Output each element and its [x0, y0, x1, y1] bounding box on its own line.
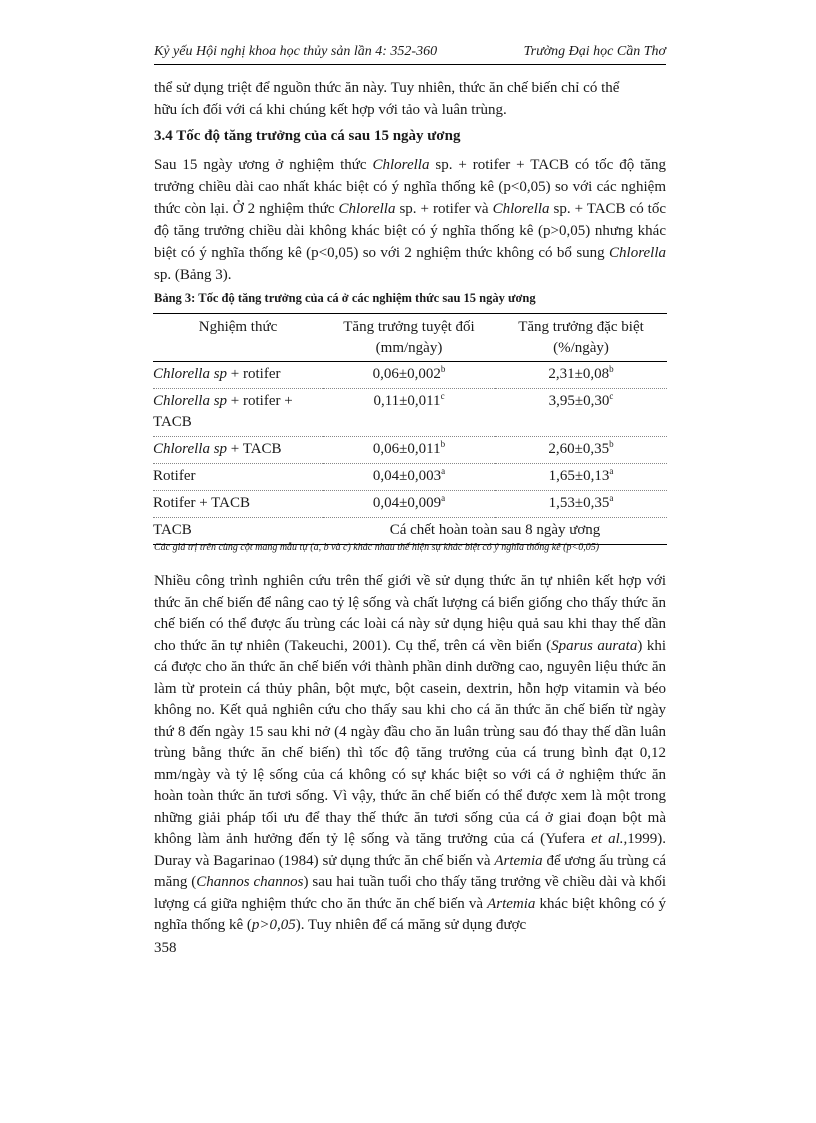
specific-growth-cell: 1,53±0,35$^a$ [495, 491, 667, 518]
table-row [153, 362, 667, 389]
text-run: để ương ấu trùng cá măng ( [154, 852, 666, 890]
growth-table [153, 313, 667, 545]
discussion-paragraph [154, 571, 666, 937]
table-row [153, 518, 667, 545]
page-number: 358 [154, 940, 177, 956]
p-value: p>0,05 [251, 917, 296, 933]
species-name: Chlorella [492, 201, 550, 217]
absolute-growth-cell: 0,06±0,011$^b$ [323, 437, 495, 464]
absolute-growth-cell: 0,06±0,002$^b$ [323, 362, 495, 389]
intro-line-2: hữu ích đối với cá khi chúng kết hợp với tảo và luân trùng. [154, 102, 507, 118]
table-row [153, 491, 667, 518]
absolute-growth-cell: 0,04±0,003$^a$ [323, 464, 495, 491]
species-name: Sparus aurata [551, 637, 638, 654]
specific-growth-cell: 1,65±0,13$^a$ [495, 464, 667, 491]
species-name: Chlorella [338, 201, 396, 217]
species-name: Artemia [494, 852, 543, 869]
species-name: Chlorella [609, 245, 666, 261]
specific-growth-cell: 3,95±0,30$^c$ [495, 389, 667, 437]
treatment-cell: TACB [153, 518, 323, 545]
intro-line-1: thể sử dụng triệt để nguồn thức ăn này. Tuy nhiên, thức ăn chế biến chỉ có thể [154, 80, 620, 96]
text-run: ) sau hai tuần tuổi cho thấy tăng trưởng về chiều dài và khối lượng cá giữa nghiệm thức cho ăn thức ăn chế biến và [154, 874, 666, 912]
absolute-growth-cell: 0,11±0,011$^c$ [323, 389, 495, 437]
header-specific-growth: Tăng trưởng đặc biệt (%/ngày) [495, 314, 667, 362]
running-header [154, 44, 666, 60]
text-run: khác biệt không có ý nghĩa thống kê ( [154, 895, 666, 933]
header-treatment: Nghiệm thức [153, 314, 323, 362]
text-run: sp. + TACB có tốc độ tăng trưởng chiều dài không khác biệt có ý nghĩa thống kê (p>0,05) nhưng khác biệt có ý nghĩa thống kê (p<0,05) so với 2 nghiệm thức không có bổ sung [154, 201, 667, 261]
header-rule [154, 64, 666, 65]
text-run: Nhiều công trình nghiên cứu trên thế giới về sử dụng thức ăn tự nhiên kết hợp với thức ăn chế biến để nâng cao tỷ lệ sống và chất lượng cá biển giống cho thấy thức ăn chế biến có thể được ấu trùng các loài cá này sử dụng hiệu quả sau khi thay thế dần cho thức ăn tự nhiên (Takeuchi, 2001). Cụ thể, trên cá vền biển ( [154, 573, 666, 654]
intro-paragraph [154, 77, 666, 121]
text-run: ). Tuy nhiên để cá măng sử dụng được [295, 917, 527, 933]
table-header-row [153, 314, 667, 362]
header-institution: Trường Đại học Cần Thơ [523, 44, 666, 59]
header-journal: Kỷ yếu Hội nghị khoa học thủy sản lần 4: 352-360 [154, 44, 438, 59]
species-name: Chlorella [372, 157, 430, 173]
absolute-growth-cell: 0,04±0,009$^a$ [323, 491, 495, 518]
text-run: sp. + rotifer và [395, 201, 493, 217]
text-run: sp. (Bảng 3). [154, 267, 232, 283]
merged-result-cell: Cá chết hoàn toàn sau 8 ngày ương [323, 518, 667, 545]
species-name: Channos channos [196, 874, 304, 890]
table-row [153, 389, 667, 437]
citation-etal: et al., [591, 831, 628, 847]
header-absolute-growth: Tăng trưởng tuyệt đối (mm/ngày) [323, 314, 495, 362]
species-name: Artemia [487, 895, 536, 912]
treatment-cell: Chlorella sp + rotifer [153, 362, 323, 389]
specific-growth-cell: 2,31±0,08$^b$ [495, 362, 667, 389]
specific-growth-cell: 2,60±0,35$^b$ [495, 437, 667, 464]
treatment-cell: Rotifer [153, 464, 323, 491]
text-run: sp. + rotifer + TACB có tốc độ tăng trưởng chiều dài cao nhất khác biệt có ý nghĩa thống kê (p<0,05) so với các nghiệm thức còn lại. Ở 2 nghiệm thức [154, 157, 666, 217]
treatment-cell: Rotifer + TACB [153, 491, 323, 518]
section-heading: 3.4 Tốc độ tăng trưởng của cá sau 15 ngày ương [154, 128, 461, 144]
treatment-cell: Chlorella sp + TACB [153, 437, 323, 464]
table-caption: Bảng 3: Tốc độ tăng trưởng của cá ở các nghiệm thức sau 15 ngày ương [154, 291, 536, 305]
text-run: 1999). Duray và Bagarinao (1984) sử dụng thức ăn chế biến và [154, 831, 666, 869]
table-row [153, 464, 667, 491]
text-run: ) khi cá được cho ăn thức ăn chế biến với thành phần dinh dưỡng cao, nguyên liệu thức ăn làm từ protein cá thủy phân, bột mực, bột casein, dextrin, hỗn hợp vitamin và béo không no. Kết quả nghiên cứu cho thấy sau khi cho cá ăn thức ăn chế biến từ ngày thứ 8 đến ngày 15 sau khi nở (4 ngày đầu cho ăn luân trùng sau đó thay thế dần luân trùng bằng thức ăn chế biến) thì tốc độ tăng trưởng của cá trung bình đạt 0,12 mm/ngày và tỷ lệ sống của cá không có sự khác biệt so với cá ở nghiệm thức ăn hoàn toàn thức ăn tươi sống. Vì vậy, thức ăn chế biến có thể được xem là một trong những giải pháp tối ưu để thay thế thức ăn tươi sống của cá ở giai đoạn bột mà không làm ảnh hưởng đến tỷ lệ sống và tăng trưởng của cá (Yufera [154, 637, 666, 847]
section-paragraph [154, 154, 666, 286]
treatment-cell: Chlorella sp + rotifer + TACB [153, 389, 323, 437]
table-row [153, 437, 667, 464]
table-footnote: Các giá trị trên cùng cột mang mẫu tự (a, b và c) khác nhau thể hiện sự khác biệt có ý nghĩa thống kê (p<0,05) [154, 542, 600, 553]
text-run: Sau 15 ngày ương ở nghiệm thức [154, 157, 373, 173]
